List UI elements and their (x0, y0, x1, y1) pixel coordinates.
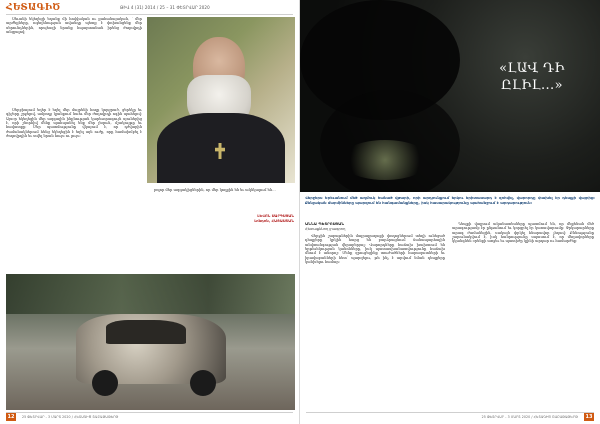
right-paragraph-1: Վերջին շաբաթներին մայրաքաղաքի փողոցներում տեղի ունեցած դեպքերը կրկին հարց են բարձրացնում ճանապարհային անվտանգության վերաբերյալ: Վարորդները հաճախ խախտում են երթեւեկության կանոնները, իսկ պատասխանատվությունը հաճախ մնում է անորոշ: Մենք զրուցեցինք տուժածների հարազատների եւ իրավաբանների հետ՝ պարզելու, թե ինչ է արվում նման դեպքերը կանխելու համար: (305, 234, 445, 265)
car-wheel-rear (190, 370, 216, 396)
byline-place: Լոնդոն, ՀԱՅԱՍՏԱՆ (254, 218, 294, 223)
right-footer-text: 25 ՓԵՏՐՎԱՐ - 3 ՄԱՐՏ 2020 / ՀԵՏԱԳԻԾ ՇԱԲԱԹԱԹԵՐԹ (481, 415, 578, 419)
right-paragraph-2: Դեպքի վայրում ականատեսները պատմում են, որ մեքենան մեծ արագությամբ էր ընթանում եւ կորցրել էր կառավարումը: Փրկարարները արագ ժամանեցին, սակայն փրկել հնարավոր չեղավ: Քննությունը շարունակվում է, իսկ հանրությունը սպասում է, որ մեղավորները կկանգնեն օրենքի առջեւ եւ պատիժը կլինի արդար ու համարժեք: (452, 222, 594, 244)
right-text-column-1 (305, 234, 445, 408)
byline-name: ԼԵՎՈՆ ՍԱՐԳՍՅԱՆ (257, 213, 294, 218)
issue-line: ԹԻՎ 4 (31) 2014 / 25 – 31 ՓԵՏՐՎԱՐ 2020 (120, 5, 210, 10)
masthead (6, 3, 60, 13)
photo-trees (6, 274, 295, 314)
left-text-column-1 (6, 17, 142, 57)
car-window (106, 320, 186, 344)
article-lead: Վերջերս Երեւանում մեծ աղմուկ հանած վթարի, որի արդյունքում երկու երիտասարդ է զոհվել, վարորդը փախել էր դեպքի վայրից: Քննչական մարմինները պարզում են հանգամանքները, իսկ հասարակությունը պահանջում է արդարություն: (305, 195, 595, 205)
priest-portrait-photo (147, 17, 295, 183)
top-rule (6, 14, 293, 15)
headline-line-2: ԸԼԻԼ...» (501, 78, 563, 93)
left-paragraph-3: բոլոր մեր ազգակիցներին, որ մեր կողքին են եւ ակնկալում են… (154, 188, 276, 192)
page-number-right: 13 (585, 414, 593, 420)
left-text-column-2 (6, 108, 142, 270)
car-wheel-front (92, 370, 118, 396)
night-tree-photo (300, 0, 600, 192)
right-footer (306, 412, 594, 421)
burned-car-photo (6, 274, 295, 410)
left-footer-text: 25 ՓԵՏՐՎԱՐ - 3 ՄԱՐՏ 2020 / ՀԵՏԱԳԻԾ ՇԱԲԱԹԱԹԵՐԹ (22, 415, 119, 419)
headline-line-1: «ԼԱՎ ԴԻ (499, 61, 565, 76)
masthead-logo: ՀԵՏԱԳԻԾ (6, 3, 61, 13)
article-headline (470, 60, 594, 94)
byline (218, 213, 294, 223)
author-block (305, 222, 445, 231)
left-text-column-3 (148, 188, 294, 212)
author-subtitle: Հետաքննող լրագրող (305, 226, 346, 231)
left-footer (6, 412, 293, 421)
page-number-left: 12 (7, 414, 15, 420)
right-text-column-2 (452, 222, 594, 408)
author-name: ԱՆՆԱ ՊԵՏՐՈՍՅԱՆ (305, 221, 345, 226)
left-paragraph-1: Սեւանի եկեղեցի եղանք մի հովվական ու քահանայական, ՝ մեր արժեքները, ոգեղենության ավանդը պետք է փոխանցենք մեր սերունդներին, որպեսզի նրանք հպարտանան իրենց ժողովրդի անցյալով: (6, 17, 142, 35)
photo-leaf-glow (340, 140, 430, 180)
left-paragraph-2: Սերբիայում եղեր է եղել մեր մայրենի հողը կորցրած, ցերեկը եւ գիշերը շրջելով, ամբողջ կյանքում նաեւ մեր ժողովրդի ոգին պահելով: Այսօր եկեղեցին մեր ազգային ինքնության կարեւորագույն սյուներից է, որի շնորհիվ մենք պահպանել ենք մեր լեզուն, մշակույթը եւ հավատքը: Մեր պատմությունը վկայում է, որ դժվարին ժամանակներում հենց եկեղեցին է եղել այն ուժը, որը համախմբել է ժողովրդին եւ տվել նրան հույս ու լույս: (6, 108, 142, 139)
